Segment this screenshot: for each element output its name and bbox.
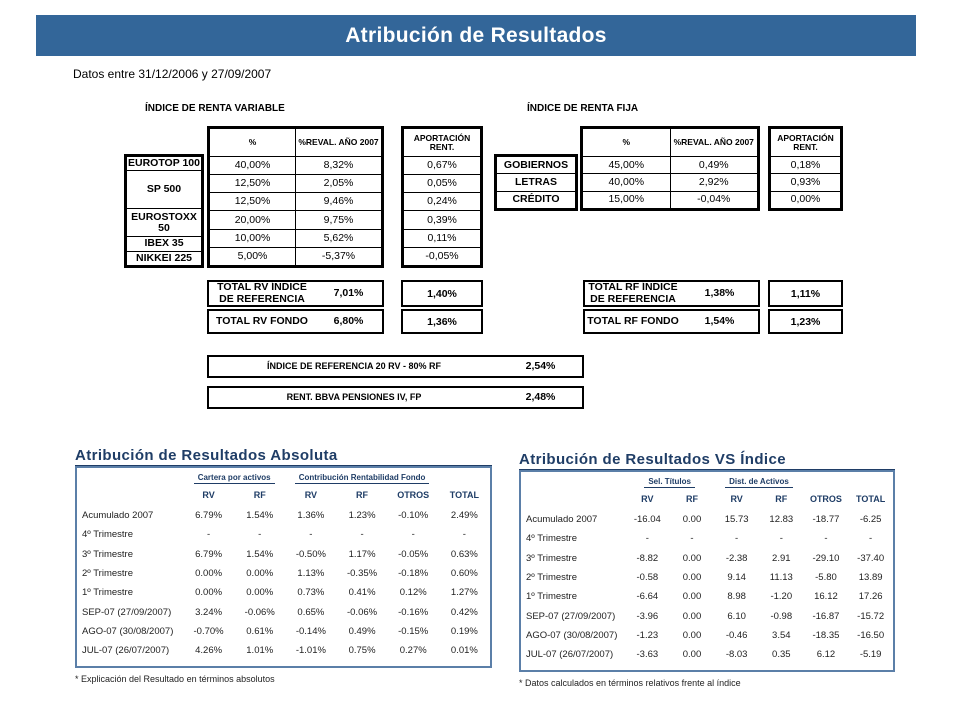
vs-title: Atribución de Resultados VS Índice	[519, 451, 786, 468]
rf-cell: 15,00%	[583, 191, 671, 208]
table-cell: 0.00	[682, 629, 702, 641]
table-row	[77, 506, 490, 525]
table-cell: -	[309, 529, 313, 541]
table-cell: 0.65%	[297, 606, 325, 618]
table-cell: 0.00	[682, 649, 702, 661]
table-row	[521, 645, 893, 664]
table-cell: 2.91	[772, 552, 791, 564]
table-cell: -5.80	[815, 572, 837, 584]
table-cell: -5.19	[859, 649, 882, 661]
table-cell: -18.35	[812, 629, 840, 641]
rv-cell: 5,00%	[210, 247, 296, 265]
ref-index-label: ÍNDICE DE REFERENCIA 20 RV - 80% RF	[266, 360, 442, 371]
vs-col-header: OTROS	[809, 494, 842, 504]
table-cell: -0.70%	[193, 625, 224, 637]
table-cell: -	[411, 529, 415, 541]
abs-group-portfolio: Cartera por activos	[194, 473, 275, 484]
table-cell: -16.87	[812, 610, 840, 622]
table-cell: 0.00	[682, 591, 702, 603]
table-cell: 0.00	[682, 572, 702, 584]
rf-label: CRÉDITO	[497, 191, 576, 208]
rf-cell: 0,00%	[771, 191, 841, 208]
table-row	[77, 564, 490, 583]
rv-total-index-label: TOTAL RV ÍNDICE DE REFERENCIA	[217, 281, 307, 305]
rv-cell: 9,75%	[296, 211, 382, 229]
fund-return-value: 2,48%	[525, 390, 556, 403]
table-cell: 0.61%	[246, 625, 274, 637]
table-cell: 13.89	[858, 572, 883, 584]
rv-cell: 20,00%	[210, 211, 296, 229]
rv-cell: 12,50%	[210, 175, 296, 193]
row-label: AGO-07 (30/08/2007)	[82, 625, 174, 637]
table-row	[521, 510, 893, 529]
table-cell: 0.27%	[399, 645, 427, 657]
table-cell: 0.00	[682, 514, 702, 526]
abs-col-header: RF	[253, 490, 266, 500]
rf-cell: -0,04%	[670, 191, 758, 208]
rf-cell: 0,49%	[670, 157, 758, 174]
rf-total-fondo-label: TOTAL RF FONDO	[587, 314, 679, 327]
table-cell: -0.10%	[398, 510, 429, 522]
vs-col-header: RF	[685, 494, 698, 504]
table-row	[77, 622, 490, 641]
vs-group-distribution: Dist. de Activos	[725, 477, 793, 488]
rv-cell: 0,24%	[404, 193, 481, 211]
rv-header-aport: APORTACIÓN RENT.	[404, 129, 481, 157]
table-cell: 3.54	[772, 629, 791, 641]
table-cell: 8.98	[727, 591, 746, 603]
row-label: 2º Trimestre	[526, 572, 577, 584]
table-row	[521, 626, 893, 645]
abs-col-header: RF	[356, 490, 369, 500]
abs-footnote: * Explicación del Resultado en términos absolutos	[75, 674, 275, 684]
table-cell: 2.49%	[450, 510, 478, 522]
table-cell: 0.00%	[246, 587, 274, 599]
rf-aport-table	[768, 126, 843, 211]
rv-total-fondo-aport: 1,36%	[401, 309, 483, 334]
table-cell: -0.18%	[398, 568, 429, 580]
rv-total-index-reval: 7,01%	[333, 286, 364, 299]
rv-cell: 2,05%	[296, 175, 382, 193]
rv-label-eurotop: EUROTOP 100	[128, 157, 200, 170]
table-cell: 1.13%	[297, 568, 325, 580]
table-cell: 1.54%	[246, 548, 274, 560]
table-cell: 3.24%	[195, 606, 223, 618]
rv-cell: 10,00%	[210, 229, 296, 247]
table-cell: -29.10	[812, 552, 840, 564]
rf-cell: 0,93%	[771, 174, 841, 191]
abs-col-header: OTROS	[397, 490, 430, 500]
table-cell: -0.14%	[295, 625, 326, 637]
table-cell: -2.38	[725, 552, 748, 564]
table-cell: 1.17%	[348, 548, 376, 560]
table-cell: 16.12	[814, 591, 838, 603]
table-cell: -8.03	[725, 649, 748, 661]
table-cell: 1.36%	[297, 510, 325, 522]
table-cell: 4.26%	[195, 645, 223, 657]
table-cell: 15.73	[724, 514, 749, 526]
rf-cell: 0,18%	[771, 157, 841, 174]
table-cell: 0.35	[772, 649, 791, 661]
table-cell: -0.98	[770, 610, 793, 622]
table-cell: 6.79%	[195, 548, 223, 560]
rv-cell: -5,37%	[296, 247, 382, 265]
table-cell: -0.05%	[398, 548, 429, 560]
table-cell: -16.04	[633, 514, 661, 526]
rv-cell: 0,39%	[404, 211, 481, 229]
table-cell: -	[824, 533, 828, 545]
table-cell: -1.01%	[295, 645, 326, 657]
abs-col-header: RV	[202, 490, 215, 500]
table-row	[521, 549, 893, 568]
row-label: JUL-07 (26/07/2007)	[82, 645, 170, 657]
rv-label-sp500: SP 500	[127, 171, 202, 209]
row-label: Acumulado 2007	[526, 514, 598, 526]
row-label: 4º Trimestre	[526, 533, 577, 545]
abs-col-header: TOTAL	[449, 490, 479, 500]
row-label: 3º Trimestre	[526, 552, 577, 564]
table-row	[77, 545, 490, 564]
table-cell: -0.58	[636, 572, 659, 584]
rf-total-fondo-reval: 1,54%	[704, 314, 735, 327]
table-cell: -	[690, 533, 694, 545]
table-cell: 0.49%	[348, 625, 376, 637]
rv-label-eurostoxx: EUROSTOXX 50	[127, 209, 202, 237]
table-row	[77, 525, 490, 544]
rv-cell: -0,05%	[404, 247, 481, 265]
date-range: Datos entre 31/12/2006 y 27/09/2007	[73, 67, 272, 81]
row-label: 2º Trimestre	[82, 568, 133, 580]
rv-values-table	[207, 126, 384, 268]
vs-col-header: RV	[641, 494, 654, 504]
rf-cell: 2,92%	[670, 174, 758, 191]
table-cell: 17.26	[858, 591, 883, 603]
rv-label-nikkei: NIKKEI 225	[127, 251, 202, 265]
rv-labels-table	[124, 154, 204, 268]
rv-cell: 9,46%	[296, 193, 382, 211]
rv-aport-table	[401, 126, 483, 268]
table-row	[77, 602, 490, 621]
rv-total-index-box	[207, 280, 384, 307]
fund-return-label: RENT. BBVA PENSIONES IV, FP	[286, 391, 422, 402]
table-cell: 0.42%	[450, 606, 478, 618]
table-cell: 0.63%	[450, 548, 478, 560]
vs-col-header: RF	[775, 494, 788, 504]
table-cell: -37.40	[857, 552, 885, 564]
table-cell: 1.54%	[246, 510, 274, 522]
table-cell: -8.82	[636, 552, 659, 564]
table-cell: -	[869, 533, 873, 545]
row-label: JUL-07 (26/07/2007)	[526, 649, 614, 661]
table-cell: -15.72	[857, 610, 885, 622]
row-label: 4º Trimestre	[82, 529, 133, 541]
table-cell: 0.00%	[246, 568, 274, 580]
table-cell: -	[462, 529, 466, 541]
table-cell: 12.83	[769, 514, 794, 526]
rf-total-fondo-box	[583, 309, 760, 334]
table-cell: 0.00	[682, 552, 702, 564]
abs-table	[75, 466, 492, 668]
row-label: 3º Trimestre	[82, 548, 133, 560]
table-cell: -16.50	[857, 629, 885, 641]
table-cell: -0.06%	[346, 606, 378, 618]
vs-table	[519, 470, 895, 672]
rf-values-table	[580, 126, 760, 211]
rf-section-title: ÍNDICE DE RENTA FIJA	[527, 103, 639, 114]
rv-cell: 8,32%	[296, 157, 382, 175]
table-cell: 6.79%	[195, 510, 223, 522]
row-label: AGO-07 (30/08/2007)	[526, 629, 618, 641]
vs-col-header: RV	[730, 494, 743, 504]
table-cell: -6.64	[636, 591, 659, 603]
table-cell: 0.12%	[399, 587, 427, 599]
table-row	[521, 568, 893, 587]
table-cell: 6.10	[727, 610, 746, 622]
table-cell: 0.41%	[348, 587, 376, 599]
table-cell: 11.13	[769, 572, 793, 584]
rf-total-fondo-aport: 1,23%	[768, 309, 843, 334]
table-cell: -0.35%	[346, 568, 378, 580]
table-cell: -	[779, 533, 783, 545]
table-cell: 0.60%	[450, 568, 478, 580]
table-row	[521, 606, 893, 625]
table-cell: 1.23%	[348, 510, 376, 522]
table-cell: 9.14	[727, 572, 746, 584]
table-cell: -	[645, 533, 649, 545]
row-label: 1º Trimestre	[526, 591, 577, 603]
row-label: Acumulado 2007	[82, 510, 154, 522]
rv-header-reval: %REVAL. AÑO 2007	[296, 129, 382, 157]
table-cell: -18.77	[812, 514, 840, 526]
vs-footnote: * Datos calculados en términos relativos frente al índice	[519, 678, 741, 688]
abs-col-header: RV	[304, 490, 318, 500]
rf-total-index-box	[583, 280, 760, 307]
table-row	[77, 641, 490, 660]
table-cell: 6.12	[816, 649, 836, 661]
rv-total-fondo-label: TOTAL RV FONDO	[216, 314, 308, 327]
table-cell: -1.20	[770, 591, 793, 603]
rf-header-reval: %REVAL. AÑO 2007	[670, 129, 758, 157]
row-label: SEP-07 (27/09/2007)	[526, 610, 616, 622]
rf-total-index-label: TOTAL RF ÍNDICE DE REFERENCIA	[588, 281, 678, 305]
table-cell: 0.00%	[195, 568, 223, 580]
rv-cell: 40,00%	[210, 157, 296, 175]
rv-section-title: ÍNDICE DE RENTA VARIABLE	[145, 103, 285, 114]
table-cell: -	[206, 529, 211, 541]
table-cell: 1.01%	[246, 645, 274, 657]
rv-cell: 0,11%	[404, 229, 481, 247]
table-cell: 1.27%	[450, 587, 478, 599]
table-cell: 0.00	[682, 610, 702, 622]
rf-cell: 40,00%	[583, 174, 671, 191]
vs-col-header: TOTAL	[856, 494, 886, 504]
table-cell: 0.75%	[348, 645, 376, 657]
table-cell: -6.25	[859, 514, 882, 526]
rv-total-index-aport: 1,40%	[401, 280, 483, 307]
rv-cell: 0,67%	[404, 157, 481, 175]
table-cell: -	[258, 529, 262, 541]
rf-cell: 45,00%	[583, 157, 671, 174]
rf-labels-table	[494, 154, 578, 211]
rv-cell: 0,05%	[404, 175, 481, 193]
table-cell: 0.73%	[297, 587, 325, 599]
vs-group-selection: Sel. Títulos	[644, 477, 695, 488]
fund-return-box	[207, 386, 584, 409]
table-cell: -3.63	[636, 649, 659, 661]
rf-total-index-aport: 1,11%	[768, 280, 843, 307]
rv-cell: 5,62%	[296, 229, 382, 247]
table-cell: -3.96	[636, 610, 659, 622]
row-label: 1º Trimestre	[82, 587, 133, 599]
rv-header-pct: %	[210, 129, 296, 157]
rv-total-fondo-box	[207, 309, 384, 334]
abs-title: Atribución de Resultados Absoluta	[75, 447, 338, 464]
table-cell: -0.16%	[398, 606, 429, 618]
rv-cell: 12,50%	[210, 193, 296, 211]
table-row	[521, 529, 893, 548]
rf-header-aport: APORTACIÓN RENT.	[771, 129, 841, 157]
abs-group-contribution: Contribución Rentabilidad Fondo	[295, 473, 430, 484]
row-label: SEP-07 (27/09/2007)	[82, 606, 172, 618]
table-cell: -1.23	[636, 629, 659, 641]
rf-total-index-reval: 1,38%	[704, 286, 735, 299]
ref-index-value: 2,54%	[525, 359, 556, 372]
rf-label: LETRAS	[497, 174, 576, 191]
table-cell: -0.50%	[295, 548, 326, 560]
table-cell: -0.15%	[398, 625, 429, 637]
table-row	[77, 583, 490, 602]
rv-total-fondo-reval: 6,80%	[333, 314, 364, 327]
table-cell: 0.01%	[450, 645, 478, 657]
ref-index-box	[207, 355, 584, 378]
rf-label: GOBIERNOS	[497, 157, 576, 174]
table-cell: -0.06%	[244, 606, 275, 618]
table-cell: 0.19%	[450, 625, 478, 637]
table-row	[521, 587, 893, 606]
rv-label-ibex: IBEX 35	[127, 237, 202, 251]
table-cell: -	[735, 533, 739, 545]
rf-header-pct: %	[583, 129, 671, 157]
table-cell: -0.46	[725, 629, 748, 641]
table-cell: 0.00%	[195, 587, 223, 599]
page-title: Atribución de Resultados	[36, 15, 916, 56]
table-cell: -	[360, 529, 364, 541]
